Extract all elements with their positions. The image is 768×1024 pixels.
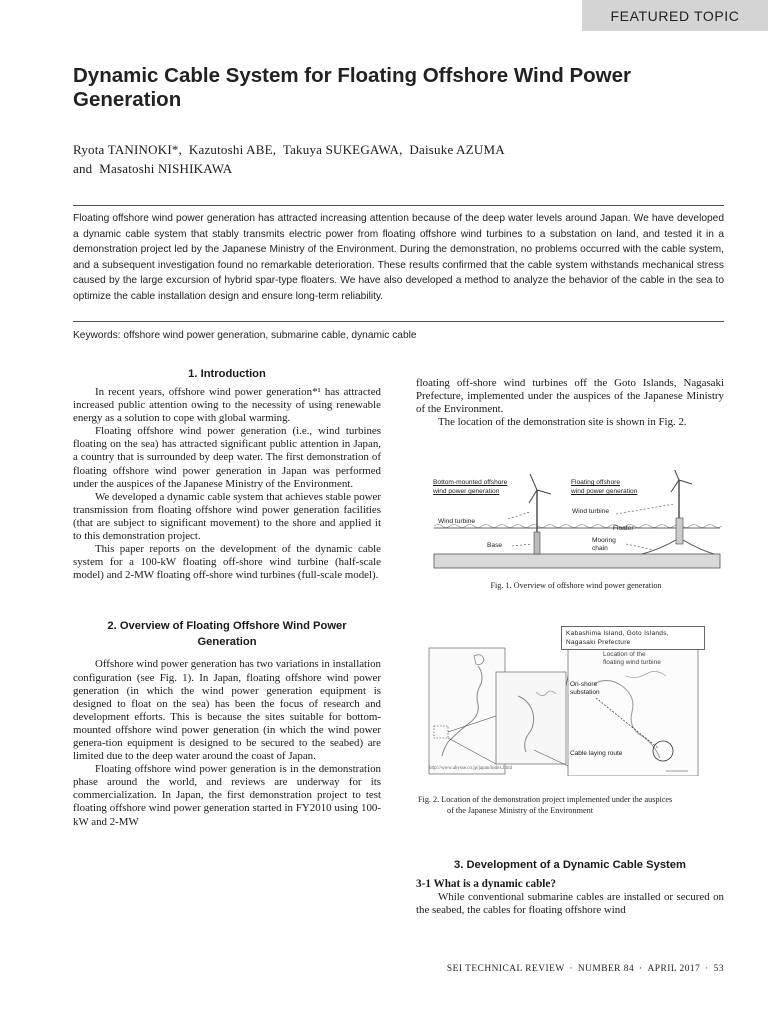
footer-page: 53 [713,964,724,974]
fig1-wind-turbine-right: Wind turbine [572,508,610,515]
abstract-bottom-rule [73,321,724,322]
overview-paragraph-2: Floating offshore wind power generation is in the demonstration phase around the world, and reviews are underway for its commercialization. In Japan, the first demonstration project to test floating offshore wind power generation started in FY2010 using 100-kW and 2-MW [73,763,381,828]
fig2-source-url: http://www.abysse.co.jp/japan/index.html [429,766,513,771]
fig2-cable-route: Cable laying route [570,750,623,757]
development-paragraph-1: While conventional submarine cables are installed or secured on the seabed, the cables for floating offshore wind [416,891,724,917]
fig2-caption: Fig. 2. Location of the demonstration project implemented under the auspices of the Japanese Ministry of the Environment [418,795,673,815]
footer-date: APRIL 2017 [647,964,701,974]
page-footer: SEI TECHNICAL REVIEW · NUMBER 84 · APRIL 2017 · 53 [446,964,724,974]
fig1-floater-label: Floater [613,525,634,532]
right-paragraph-2: The location of the demonstration site is shown in Fig. 2. [438,416,687,429]
intro-paragraph-3: We developed a dynamic cable system that achieves stable power transmission from floating offshore wind power generation facilities (that are subject to significant movement) to the shore and applied it to this demonstration project. [73,490,381,543]
footer-number: NUMBER 84 [577,964,635,974]
paper-title: Dynamic Cable System for Floating Offshore Wind Power Generation [73,64,631,111]
abstract-top-rule [73,205,724,206]
featured-topic-badge: FEATURED TOPIC [582,0,768,31]
figure-2 [418,626,724,822]
author-line-2: and Masatoshi NISHIKAWA [73,161,233,176]
left-column [73,366,381,829]
keywords: Keywords: offshore wind power generation, submarine cable, dynamic cable [73,330,417,341]
fig1-label-floating: Floating offshore wind power generation [571,479,638,495]
right-column-bottom [416,857,724,917]
subsection-heading-3-1: 3-1 What is a dynamic cable? [416,878,556,890]
fig1-caption: Fig. 1. Overview of offshore wind power generation [490,581,662,590]
footer-journal: SEI TECHNICAL REVIEW [446,964,565,974]
section-heading-overview: 2. Overview of Floating Offshore Wind Power Generation [107,620,347,649]
fig1-wind-turbine-left: Wind turbine [438,518,476,525]
fig1-label-bottom-mounted: Bottom-mounted offshore wind power generation [433,479,508,495]
section-heading-introduction: 1. Introduction [188,368,266,380]
fig1-base-label: Base [487,542,503,549]
abstract: Floating offshore wind power generation has attracted increasing attention because of the deep water levels around Japan. We have developed a dynamic cable system that stably transmits electric power from floating offshore wind turbines to a substation on land, and tested it in a demonstration project led by the Japanese Ministry of the Environment. During the demonstration, no problems occurred with the cable system, and a subsequent investigation found no remarkable deterioration. These results confirmed that the cable system withstands mechanical stress caused by the large excursion of hybrid spar-type floaters. We have also developed a method to analyze the behavior of the cable in the sea to optimize the cable installation design and ensure long-term reliability. [73,213,724,302]
overview-paragraph-1: Offshore wind power generation has two variations in installation configuration (see Fig. 1). In Japan, floating offshore wind power generation (in which the wind power generation equipment is designed to float on the sea) has been the focus of research and development efforts. This is because the sites suitable for bottom-mounted offshore wind power generation (in which the wind power genera-tion equipment is designed to be secured to the seabed) are limited due to the deep water around the coast of Japan. [73,658,381,763]
fig1-mooring-label: Mooring chain [592,537,616,552]
intro-paragraph-4: This paper reports on the development of the dynamic cable system for a 100-kW floating off-shore wind turbine (half-scale model) and 2-MW floating off-shore wind turbines (full-scale model). [73,543,381,582]
intro-paragraph-2: Floating offshore wind power generation (i.e., wind turbines floating on the sea) has attracted significant public attention in Japan, a country that is surrounded by deep water. The first demonstration of floating offshore wind power generation in Japan was performed under the auspices of the Japanese Ministry of the Environment. [73,425,381,490]
author-list [73,140,713,178]
fig2-onshore-substation: On-shore substation [570,681,600,696]
figure-1 [430,470,722,600]
intro-paragraph-1: In recent years, offshore wind power generation*¹ has attracted increased public attention owing to the necessity of using renewable energy as a solution to cope with global warming. [73,386,381,425]
section-heading-development: 3. Development of a Dynamic Cable System [454,859,686,871]
fig2-location-box: Kabashima Island, Goto Islands, Nagasaki Prefecture [561,626,705,650]
right-column-top [416,377,724,429]
right-paragraph-1: floating off-shore wind turbines off the Goto Islands, Nagasaki Prefecture, implemented under the auspices of the Japanese Ministry of the Environment. [416,377,724,416]
author-line-1: Ryota TANINOKI*, Kazutoshi ABE, Takuya SUKEGAWA, Daisuke AZUMA [73,142,505,157]
fig2-turbine-location: Location of the floating wind turbine [603,651,661,666]
